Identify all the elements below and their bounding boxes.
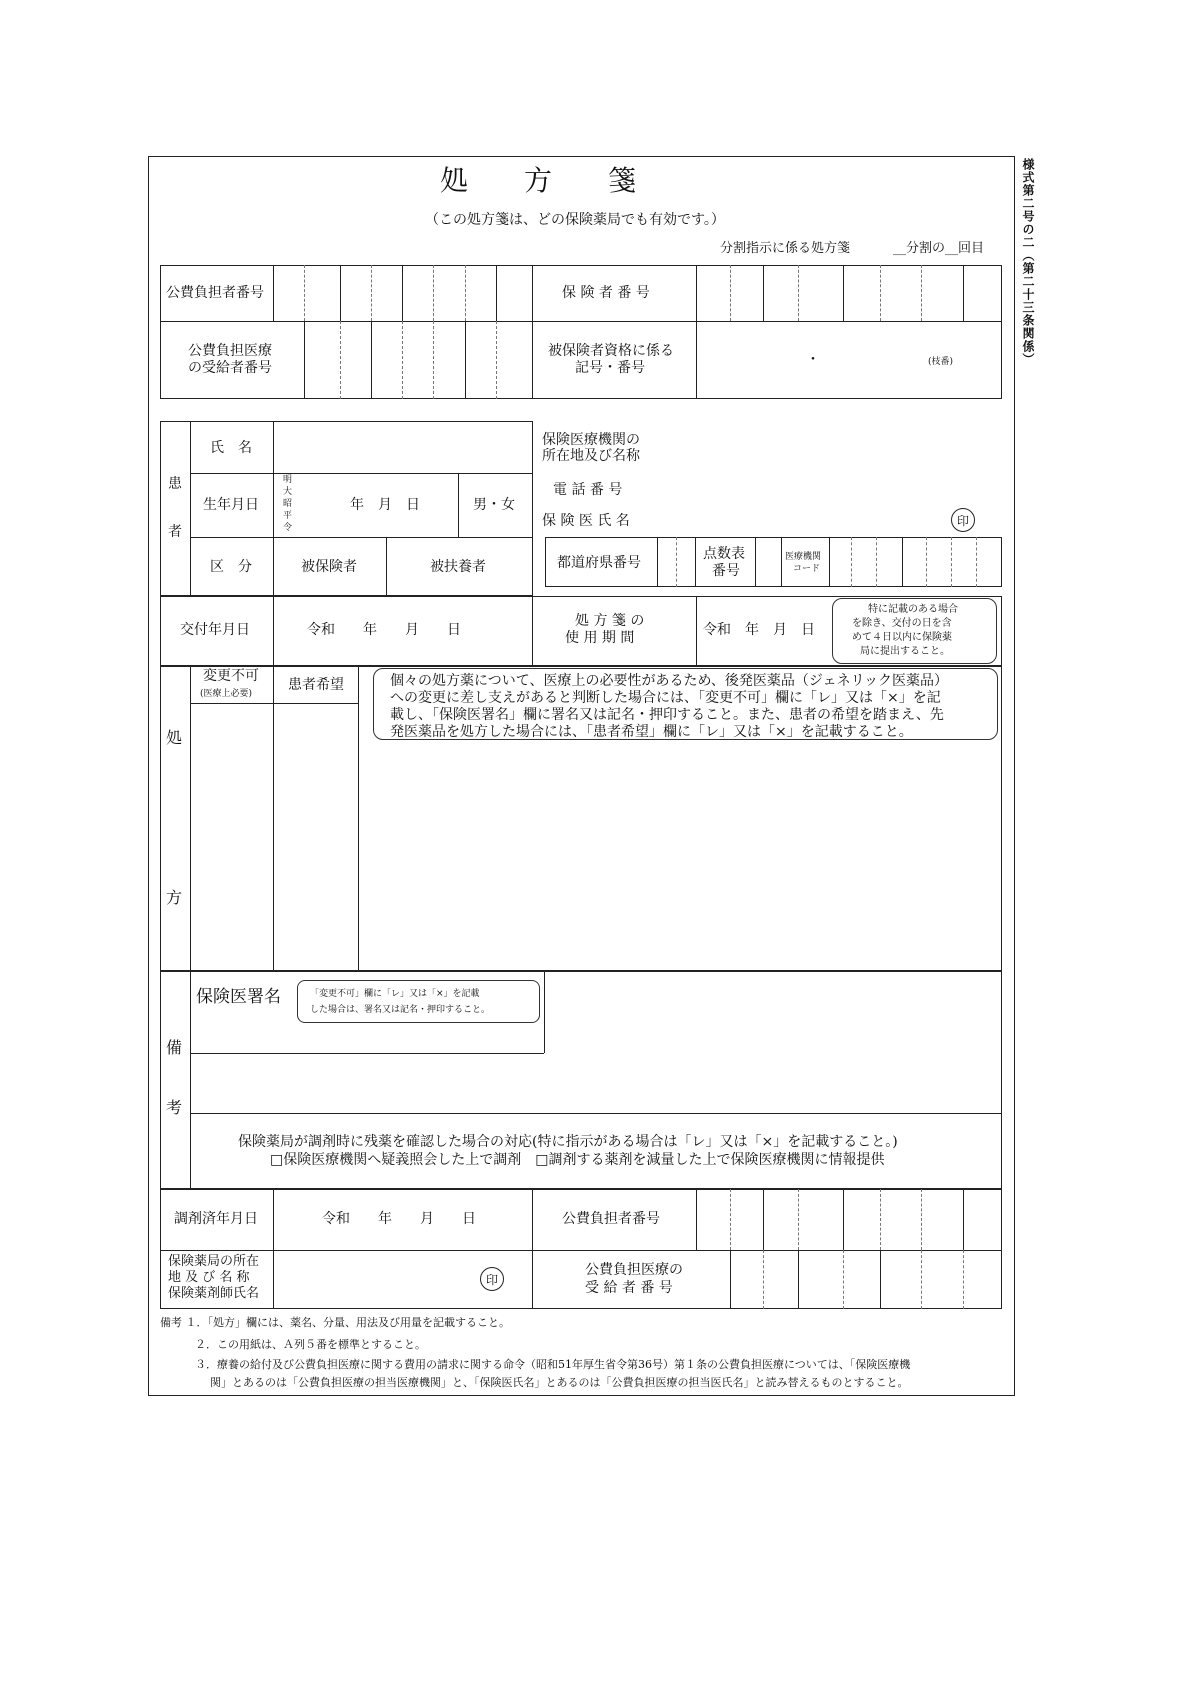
- pharmacy-location-label-2: 地 及 び 名 称: [168, 1270, 250, 1285]
- residual-drug-options: □保険医療機関へ疑義照会した上で調剤 □調剤する薬剤を減量した上で保険医療機関に情報提供: [270, 1152, 885, 1168]
- dispensing-block: [160, 1189, 1002, 1309]
- sex-label: 男・女: [473, 497, 515, 513]
- doctor-seal-icon: 印: [951, 508, 975, 532]
- validity-period-date: 令和 年 月 日: [703, 622, 815, 638]
- signature-note-box: [297, 980, 540, 1023]
- dispensed-date-label: 調剤済年月日: [174, 1211, 258, 1227]
- table-rule: [190, 971, 191, 1189]
- generic-instruction-line-2: への変更に差し支えがあると判断した場合には、「変更不可」欄に「レ」又は「×」を記: [390, 690, 941, 706]
- footer-note-3: ３．療養の給付及び公費負担医療に関する費用の請求に関する命令（昭和51年厚生省令第36号）第１条の公費負担医療については、「保険医療機: [195, 1358, 911, 1371]
- era-heisei: 平: [283, 511, 293, 521]
- table-rule: [763, 1189, 764, 1250]
- table-rule: [465, 321, 466, 399]
- prefecture-number-label: 都道府県番号: [557, 555, 641, 571]
- validity-period-label-1: 処 方 箋 の: [575, 613, 645, 629]
- pharmacist-name-label: 保険薬剤師氏名: [168, 1286, 260, 1301]
- validity-note-line-1: 特に記載のある場合: [868, 604, 958, 615]
- dashed-divider: [880, 265, 881, 321]
- dashed-divider: [976, 537, 977, 587]
- dashed-divider: [843, 1250, 844, 1309]
- table-rule: [386, 537, 387, 596]
- remarks-section-label-2: 考: [166, 1098, 183, 1117]
- pharmacist-seal-icon: 印: [480, 1267, 504, 1291]
- institution-code-label-1: 医療機関: [785, 552, 822, 562]
- page-subtitle: （この処方箋は、どの保険薬局でも有効です。）: [425, 212, 725, 228]
- table-rule: [963, 1189, 964, 1250]
- dashed-divider: [921, 1250, 922, 1309]
- table-rule: [190, 473, 533, 474]
- form-number-label: 様式第二号の二（第二十三条関係）: [1021, 158, 1035, 366]
- table-rule: [273, 265, 274, 321]
- table-rule: [402, 265, 403, 321]
- table-rule: [696, 596, 697, 666]
- table-rule: [458, 473, 459, 537]
- table-rule: [190, 1113, 1002, 1114]
- insurer-number-label: 保 険 者 番 号: [562, 285, 650, 301]
- dashed-divider: [402, 321, 403, 399]
- residual-drug-instruction: 保険薬局が調剤時に残薬を確認した場合の対応(特に指示がある場合は「レ」又は「×」を記載すること。): [238, 1134, 898, 1150]
- dashed-divider: [880, 1189, 881, 1250]
- patient-section-label-1: 患: [168, 476, 182, 492]
- points-table-label-2: 番号: [712, 563, 740, 579]
- table-rule: [371, 321, 372, 399]
- table-rule: [190, 1053, 544, 1054]
- generic-instruction-line-3: 載し、「保険医署名」欄に署名又は記名・押印すること。また、患者の希望を踏まえ、先: [390, 707, 944, 723]
- table-rule: [160, 1250, 1002, 1251]
- era-reiwa: 令: [283, 523, 293, 533]
- dashed-divider: [496, 321, 497, 399]
- dashed-divider: [951, 537, 952, 587]
- era-showa: 昭: [283, 499, 293, 509]
- validity-note-line-3: めて４日以内に保険薬: [852, 632, 952, 643]
- table-rule: [358, 666, 359, 971]
- dashed-divider: [730, 265, 731, 321]
- validity-period-label-2: 使 用 期 間: [565, 630, 635, 646]
- table-rule: [880, 1250, 881, 1309]
- dashed-divider: [730, 1189, 731, 1250]
- dob-label: 生年月日: [203, 497, 259, 513]
- dashed-divider: [921, 265, 922, 321]
- dashed-divider: [798, 1189, 799, 1250]
- table-rule: [273, 1189, 274, 1309]
- table-rule: [902, 537, 903, 587]
- table-rule: [657, 537, 658, 587]
- dashed-divider: [433, 321, 434, 399]
- issue-date-value: 令和 年 月 日: [307, 622, 461, 638]
- insured-qualification-label-2: 記号・番号: [575, 360, 645, 376]
- dashed-divider: [921, 1189, 922, 1250]
- remarks-section-label-1: 備: [166, 1038, 183, 1057]
- table-rule: [695, 537, 696, 587]
- dispense-recipient-label-2: 受 給 者 番 号: [585, 1280, 673, 1296]
- qualification-separator: ・: [806, 352, 820, 368]
- table-rule: [798, 1250, 799, 1309]
- table-rule: [190, 537, 533, 538]
- dashed-divider: [876, 537, 877, 587]
- dob-date-units: 年 月 日: [350, 497, 420, 513]
- public-recipient-label-1: 公費負担医療: [188, 343, 272, 359]
- dashed-divider: [963, 1250, 964, 1309]
- dashed-divider: [304, 265, 305, 321]
- public-recipient-label-2: の受給者番号: [188, 360, 272, 376]
- footer-note-1: 備考 １．「処方」欄には、薬名、分量、用法及び用量を記載すること。: [160, 1316, 510, 1329]
- table-rule: [696, 1189, 697, 1250]
- era-taisho: 大: [283, 487, 293, 497]
- no-change-note: (医療上必要): [200, 689, 253, 699]
- prescription-section-label-1: 処: [166, 728, 183, 747]
- doctor-signature-label: 保険医署名: [196, 987, 281, 1007]
- institution-location-label-2: 所在地及び名称: [542, 448, 640, 464]
- category-label: 区 分: [210, 559, 252, 575]
- generic-instruction-line-4: 発医薬品を処方した場合には、「患者希望」欄に「レ」又は「×」を記載すること。: [390, 724, 913, 740]
- patient-name-label: 氏 名: [210, 440, 252, 456]
- no-change-label: 変更不可: [203, 668, 259, 684]
- dashed-divider: [676, 537, 677, 587]
- table-rule: [532, 1189, 533, 1309]
- issue-date-label: 交付年月日: [180, 622, 250, 638]
- doctor-name-label: 保 険 医 氏 名: [542, 513, 630, 529]
- dashed-divider: [371, 265, 372, 321]
- table-rule: [763, 265, 764, 321]
- dashed-divider: [340, 321, 341, 399]
- table-rule: [544, 971, 545, 1053]
- table-rule: [963, 265, 964, 321]
- table-rule: [532, 265, 533, 399]
- dispensed-date-value: 令和 年 月 日: [322, 1211, 476, 1227]
- dispense-recipient-label-1: 公費負担医療の: [585, 1262, 683, 1278]
- generic-instruction-line-1: 個々の処方薬について、医療上の必要性があるため、後発医薬品（ジェネリック医薬品）: [390, 673, 949, 689]
- table-rule: [829, 537, 830, 587]
- patient-wish-label: 患者希望: [288, 677, 344, 693]
- table-rule: [273, 421, 274, 596]
- table-rule: [190, 421, 191, 596]
- table-rule: [273, 666, 274, 971]
- signature-note-line-2: した場合は、署名又は記名・押印すること。: [310, 1005, 491, 1015]
- table-rule: [755, 537, 756, 587]
- pharmacy-location-label-1: 保険薬局の所在: [168, 1254, 260, 1269]
- table-rule: [843, 265, 844, 321]
- table-rule: [190, 666, 191, 971]
- table-rule: [496, 265, 497, 321]
- insured-person-option: 被保険者: [301, 559, 357, 575]
- split-value: __分割の__回目: [893, 241, 985, 256]
- dashed-divider: [433, 265, 434, 321]
- dashed-divider: [763, 1250, 764, 1309]
- footer-note-2: ２．この用紙は、Ａ列５番を標準とすること。: [195, 1338, 426, 1351]
- table-rule: [532, 596, 533, 666]
- table-rule: [730, 1250, 731, 1309]
- dispense-payer-number-label: 公費負担者番号: [562, 1211, 660, 1227]
- table-rule: [273, 596, 274, 666]
- insured-qualification-label-1: 被保険者資格に係る: [548, 343, 674, 359]
- validity-note-line-2: を除き、交付の日を含: [852, 618, 952, 629]
- prescription-section-label-2: 方: [166, 888, 183, 907]
- era-meiji: 明: [283, 475, 293, 485]
- dashed-divider: [926, 537, 927, 587]
- table-rule: [190, 703, 358, 704]
- table-rule: [160, 321, 1002, 322]
- phone-label: 電 話 番 号: [553, 482, 623, 498]
- dependent-option: 被扶養者: [430, 559, 486, 575]
- table-rule: [781, 537, 782, 587]
- payer-number-label: 公費負担者番号: [166, 285, 264, 301]
- institution-location-label-1: 保険医療機関の: [542, 432, 640, 448]
- branch-number-label: (枝番): [928, 357, 954, 367]
- footer-note-4: 関」とあるのは「公費負担医療の担当医療機関」と、「保険医氏名」とあるのは「公費負担医療の担当医氏名」と読み替えるものとすること。: [210, 1376, 909, 1389]
- page-title: 処 方 箋: [440, 164, 637, 197]
- dashed-divider: [798, 265, 799, 321]
- table-rule: [340, 265, 341, 321]
- dashed-divider: [851, 537, 852, 587]
- table-rule: [304, 321, 305, 399]
- signature-note-line-1: 「変更不可」欄に「レ」又は「×」を記載: [310, 989, 480, 999]
- patient-section-label-2: 者: [168, 524, 182, 540]
- table-rule: [696, 265, 697, 399]
- institution-code-label-2: コード: [793, 564, 821, 574]
- split-label: 分割指示に係る処方箋: [720, 241, 851, 256]
- points-table-label-1: 点数表: [703, 546, 745, 562]
- dashed-divider: [465, 265, 466, 321]
- validity-note-line-4: 局に提出すること。: [860, 646, 950, 657]
- table-rule: [843, 1189, 844, 1250]
